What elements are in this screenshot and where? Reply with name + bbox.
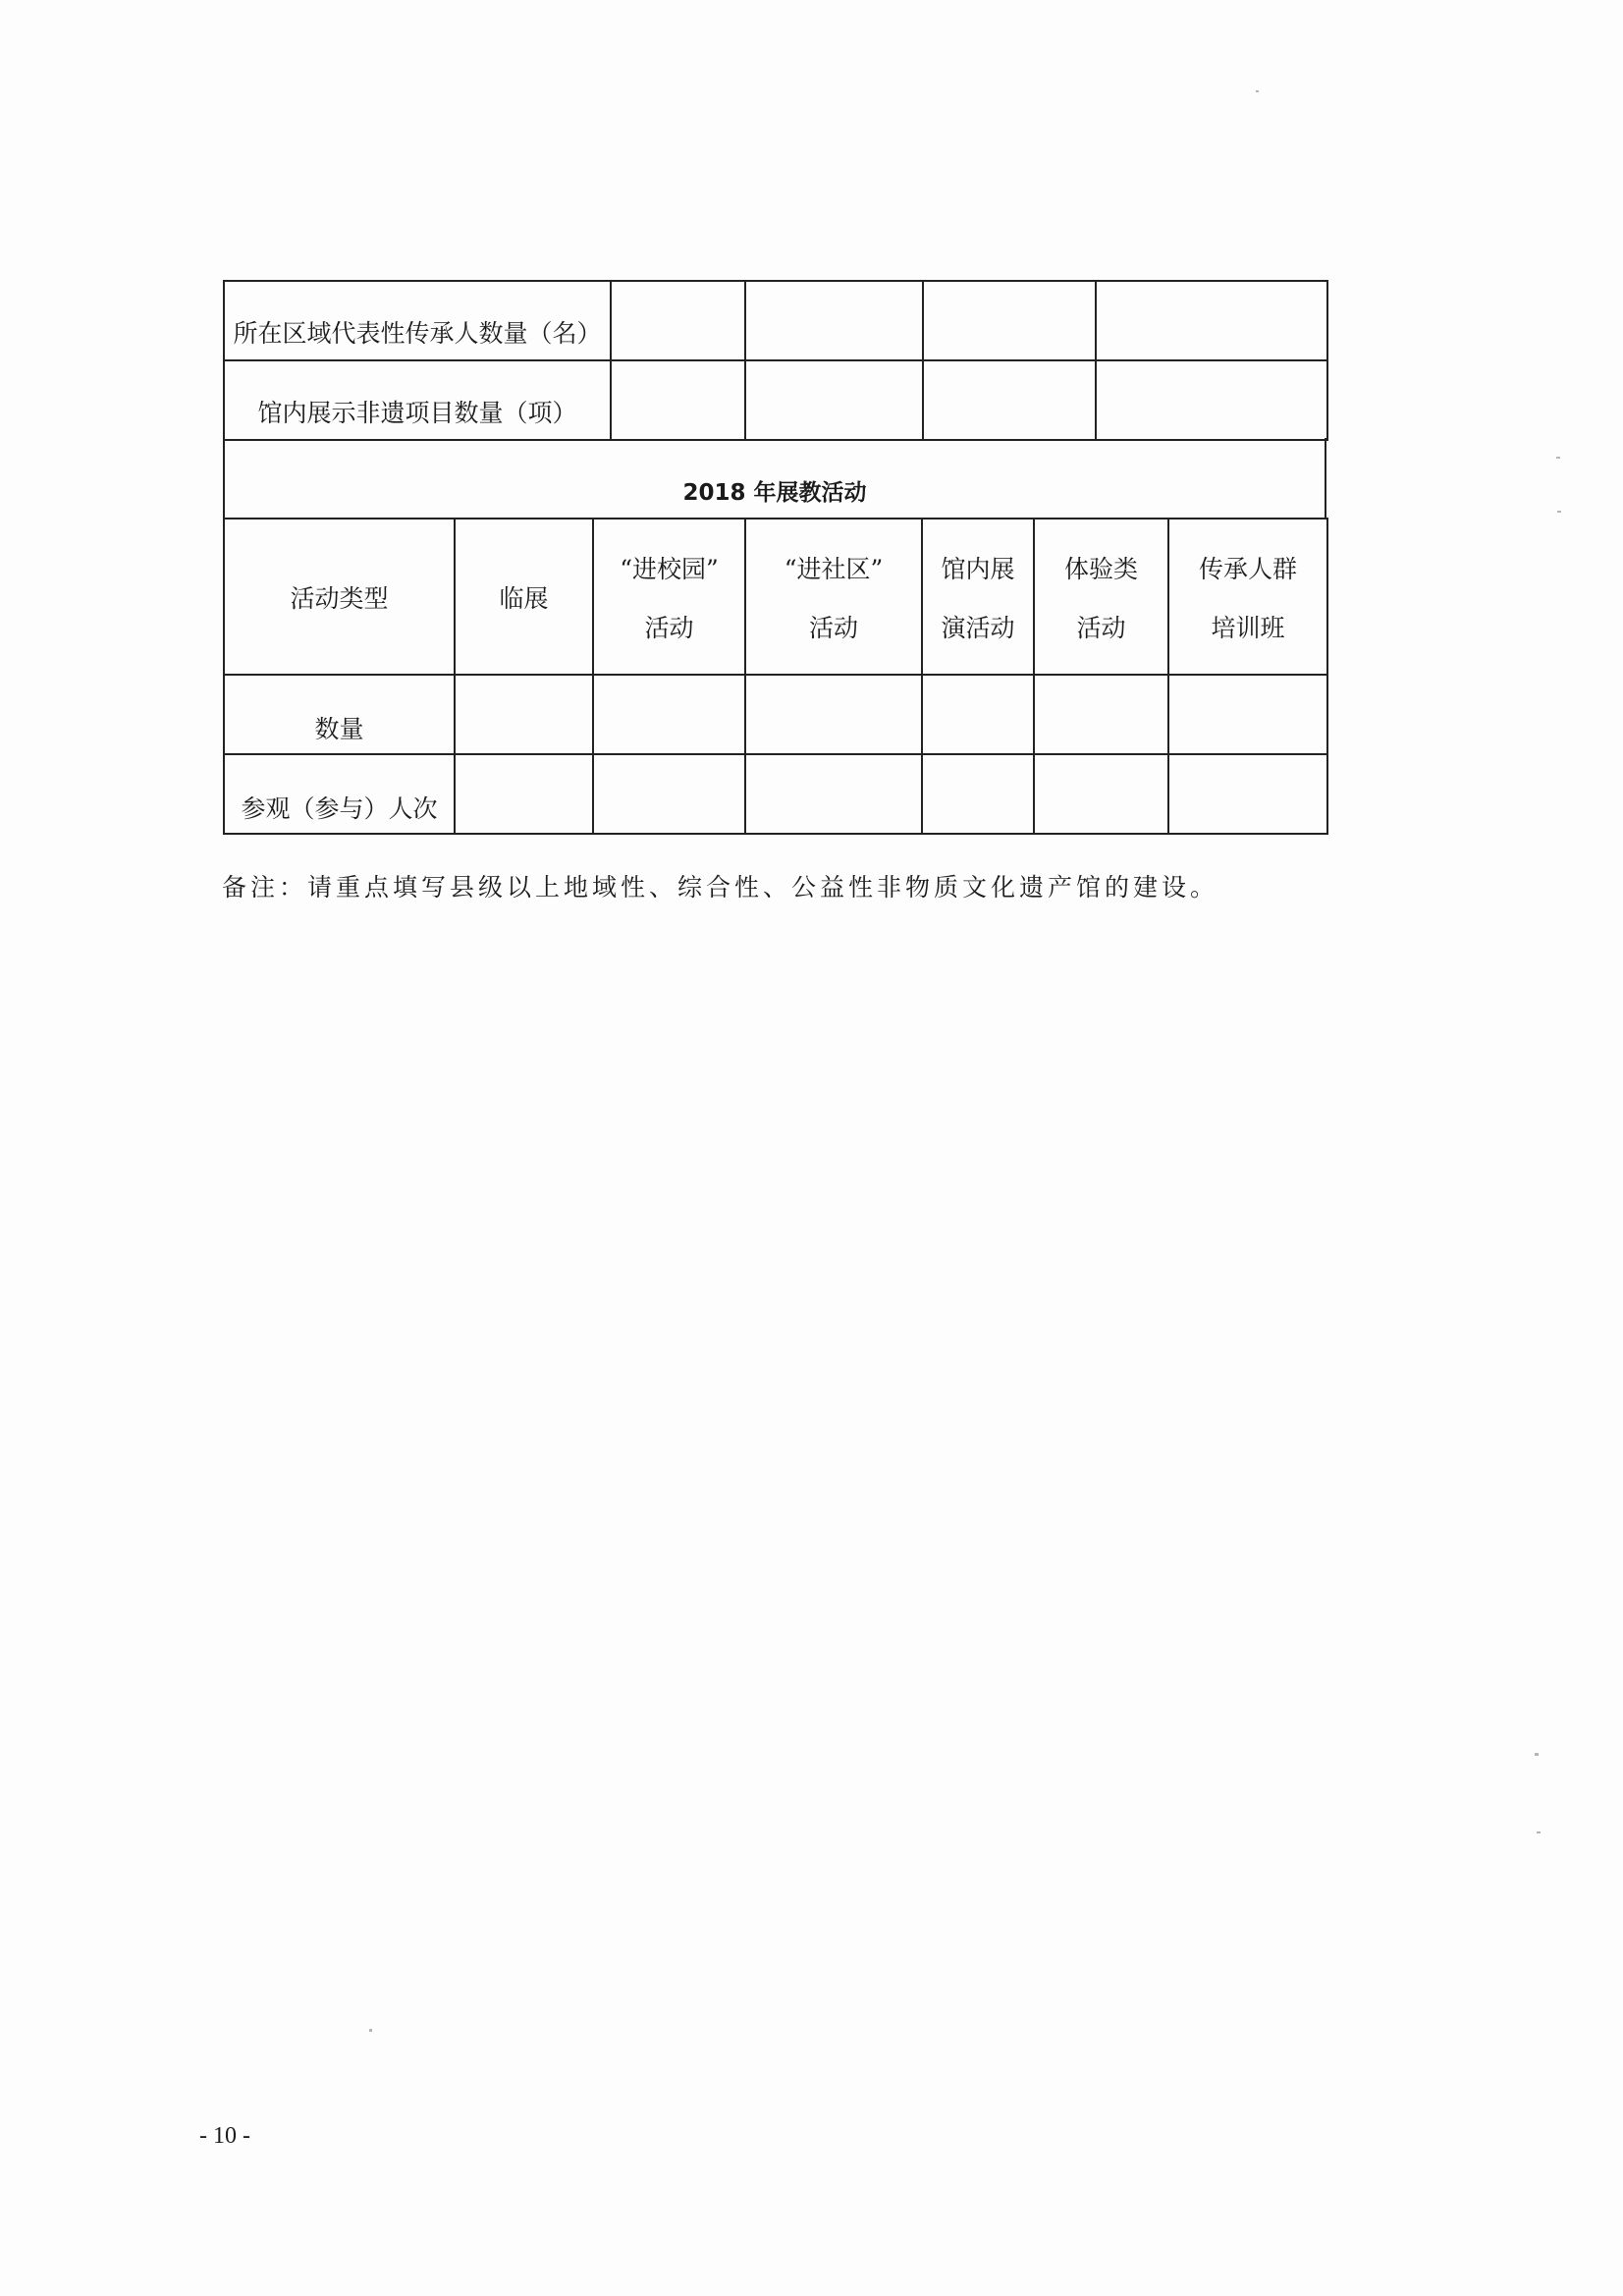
- input-cell[interactable]: [611, 281, 745, 360]
- input-cell[interactable]: [922, 675, 1034, 754]
- input-cell[interactable]: [1096, 360, 1327, 440]
- input-cell[interactable]: [745, 754, 922, 834]
- scan-speck: [1537, 1831, 1541, 1833]
- header-label: 活动: [644, 613, 694, 642]
- header-cell: [455, 519, 593, 675]
- table-row: [224, 754, 1327, 834]
- header-cell: [1168, 519, 1327, 675]
- row-label-cell: [224, 675, 455, 754]
- footnote: 备注：请重点填写县级以上地域性、综合性、公益性非物质文化遗产馆的建设。: [222, 873, 1219, 902]
- row-label: 馆内展示非遗项目数量（项）: [224, 360, 611, 440]
- header-label: “进校园”: [620, 554, 719, 583]
- table-row: [224, 675, 1327, 754]
- input-cell[interactable]: [1168, 754, 1327, 834]
- row-label: 参观（参与）人次: [241, 794, 438, 823]
- input-cell[interactable]: [745, 360, 923, 440]
- input-cell[interactable]: [922, 754, 1034, 834]
- input-cell[interactable]: [1034, 675, 1168, 754]
- header-label: 活动类型: [290, 583, 389, 613]
- header-label: “进社区”: [784, 554, 884, 583]
- input-cell[interactable]: [1096, 281, 1327, 360]
- input-cell[interactable]: [593, 754, 745, 834]
- scan-speck: [1535, 1753, 1539, 1756]
- header-label: 馆内展: [941, 554, 1015, 583]
- header-cell: [922, 519, 1034, 675]
- header-label: 传承人群: [1198, 554, 1297, 583]
- scan-speck: [369, 2029, 372, 2032]
- header-label: 活动: [808, 613, 858, 642]
- input-cell[interactable]: [745, 675, 922, 754]
- section-title: 2018 年展教活动: [223, 438, 1326, 519]
- table-row: [224, 360, 1327, 440]
- input-cell[interactable]: [745, 281, 923, 360]
- header-label: 演活动: [941, 613, 1015, 642]
- header-cell: [745, 519, 922, 675]
- header-cell: [1034, 519, 1168, 675]
- row-label: 所在区域代表性传承人数量（名）: [224, 281, 611, 360]
- header-cell: [593, 519, 745, 675]
- header-label: 活动: [1076, 613, 1126, 642]
- row-label: 数量: [314, 715, 364, 743]
- input-cell[interactable]: [1168, 675, 1327, 754]
- input-cell[interactable]: [455, 754, 593, 834]
- header-label: 临展: [499, 583, 549, 613]
- header-label: 体验类: [1063, 554, 1138, 583]
- input-cell[interactable]: [923, 281, 1096, 360]
- table-header-row: [224, 519, 1327, 675]
- row-label-cell: [224, 754, 455, 834]
- input-cell[interactable]: [611, 360, 745, 440]
- input-cell[interactable]: [593, 675, 745, 754]
- scan-speck: [1556, 457, 1560, 459]
- input-cell[interactable]: [1034, 754, 1168, 834]
- header-label: 培训班: [1211, 613, 1285, 642]
- scan-speck: [1256, 90, 1259, 92]
- page-number: - 10 -: [199, 2123, 250, 2149]
- summary-table: [223, 280, 1328, 441]
- activities-table: [223, 518, 1328, 835]
- input-cell[interactable]: [923, 360, 1096, 440]
- scan-speck: [1557, 511, 1561, 513]
- header-cell: [224, 519, 455, 675]
- input-cell[interactable]: [455, 675, 593, 754]
- table-row: [224, 281, 1327, 360]
